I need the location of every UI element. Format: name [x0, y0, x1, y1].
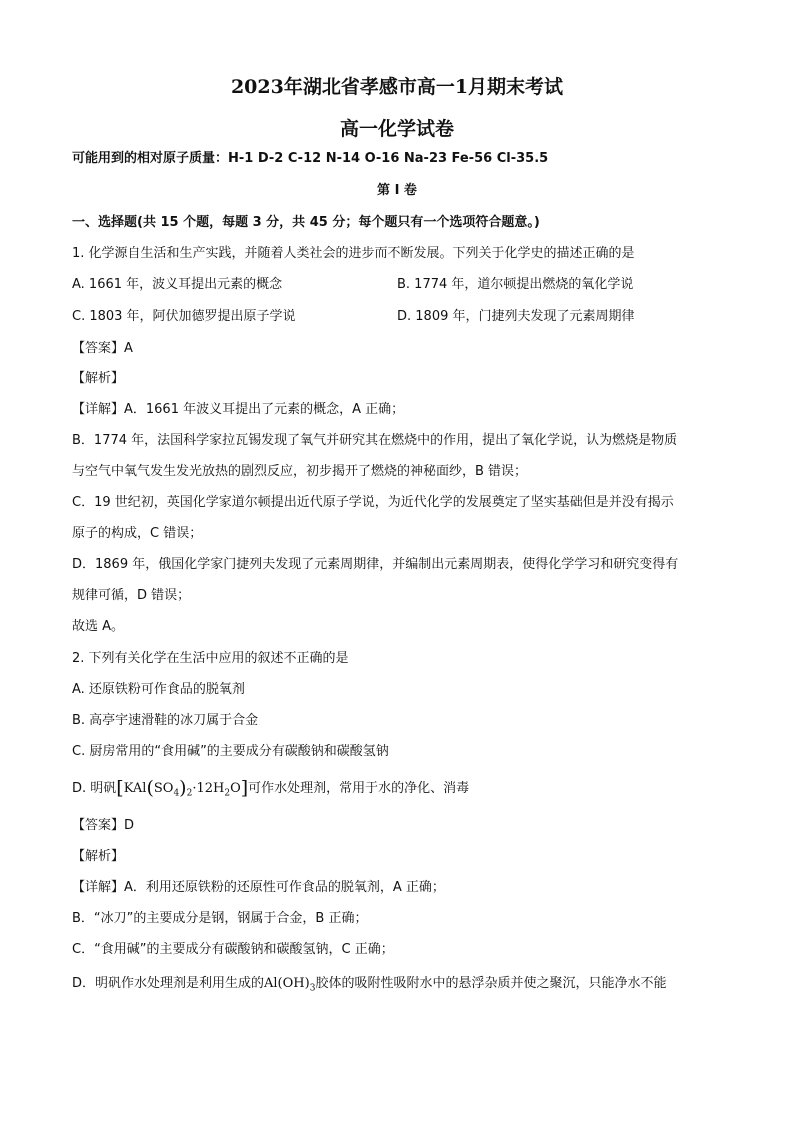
q1-option-b: B. 1774 年，道尔顿提出燃烧的氧化学说: [397, 277, 634, 292]
volume-label: 第 I 卷: [377, 183, 417, 198]
q1-analysis-label: 【解析】: [72, 371, 125, 386]
q1-detail-line: C．19 世纪初，英国化学家道尔顿提出近代原子学说，为近代化学的发展奠定了坚实基础但是并没有揭示: [72, 495, 674, 510]
section-heading: 一、选择题(共 15 个题，每题 3 分，共 45 分；每个题只有一个选项符合题意。): [72, 215, 540, 230]
q1-detail-line: B．1774 年，法国科学家拉瓦锡发现了氧气并研究其在燃烧中的作用，提出了氧化学说，认为燃烧是物质: [72, 433, 678, 448]
alum-formula: $[KAl(SO_4)_2\cdot 12H_2O]$: [116, 777, 249, 799]
q2-option-c: C. 厨房常用的“食用碱”的主要成分有碳酸钠和碳酸氢钠: [72, 744, 389, 759]
q2-option-d-prefix: D. 明矾: [72, 781, 117, 796]
q2-option-a: A. 还原铁粉可作食品的脱氧剂: [72, 682, 245, 697]
q1-detail-line: 与空气中氧气发生发光放热的剧烈反应，初步揭开了燃烧的神秘面纱，B 错误；: [72, 464, 528, 479]
q2-detail-line: C．“食用碱”的主要成分有碳酸钠和碳酸氢钠，C 正确；: [72, 942, 394, 957]
q2-option-d-suffix: 可作水处理剂，常用于水的净化、消毒: [248, 781, 470, 796]
atomic-masses: 可能用到的相对原子质量：H-1 D-2 C-12 N-14 O-16 Na-23 Fe-56 Cl-35.5: [72, 151, 549, 166]
q1-conclusion: 故选 A。: [72, 619, 125, 634]
q1-option-d: D. 1809 年，门捷列夫发现了元素周期律: [397, 309, 635, 324]
q2-option-d: [72, 779, 722, 803]
q1-detail-line: 原子的构成，C 错误；: [72, 526, 203, 541]
q1-detail-line: 规律可循，D 错误；: [72, 588, 191, 603]
q1-detail-line: 【详解】A．1661 年波义耳提出了元素的概念，A 正确；: [72, 402, 405, 417]
q2-analysis-label: 【解析】: [72, 849, 125, 864]
q2-detail-line: B．“冰刀”的主要成分是钢，钢属于合金，B 正确；: [72, 911, 368, 926]
q2-detail-line: 【详解】A．利用还原铁粉的还原性可作食品的脱氧剂，A 正确；: [72, 880, 445, 895]
aluminium-hydroxide-formula: $Al(OH)_3$: [264, 976, 316, 994]
q2-option-b: B. 高亭宇速滑鞋的冰刀属于合金: [72, 713, 259, 728]
q1-answer: 【答案】A: [72, 341, 133, 356]
q1-option-a: A. 1661 年，波义耳提出元素的概念: [72, 277, 283, 292]
q2-stem: 2. 下列有关化学在生活中应用的叙述不正确的是: [72, 651, 349, 666]
q1-detail-line: D．1869 年，俄国化学家门捷列夫发现了元素周期律，并编制出元素周期表，使得化学学习和研究变得有: [72, 557, 679, 572]
q2-answer: 【答案】D: [72, 818, 135, 833]
q1-option-c: C. 1803 年，阿伏加德罗提出原子学说: [72, 309, 296, 324]
exam-subtitle: 高一化学试卷: [339, 118, 454, 140]
exam-title: 2023年湖北省孝感市高一1月期末考试: [230, 76, 564, 98]
q1-stem: 1. 化学源自生活和生产实践，并随着人类社会的进步而不断发展。下列关于化学史的描述正确的是: [72, 246, 635, 261]
q2-detail-last: D．明矾作水处理剂是利用生成的$Al(OH)_3$胶体的吸附性吸附水中的悬浮杂质并使之聚沉，只能净水不能: [72, 976, 667, 994]
